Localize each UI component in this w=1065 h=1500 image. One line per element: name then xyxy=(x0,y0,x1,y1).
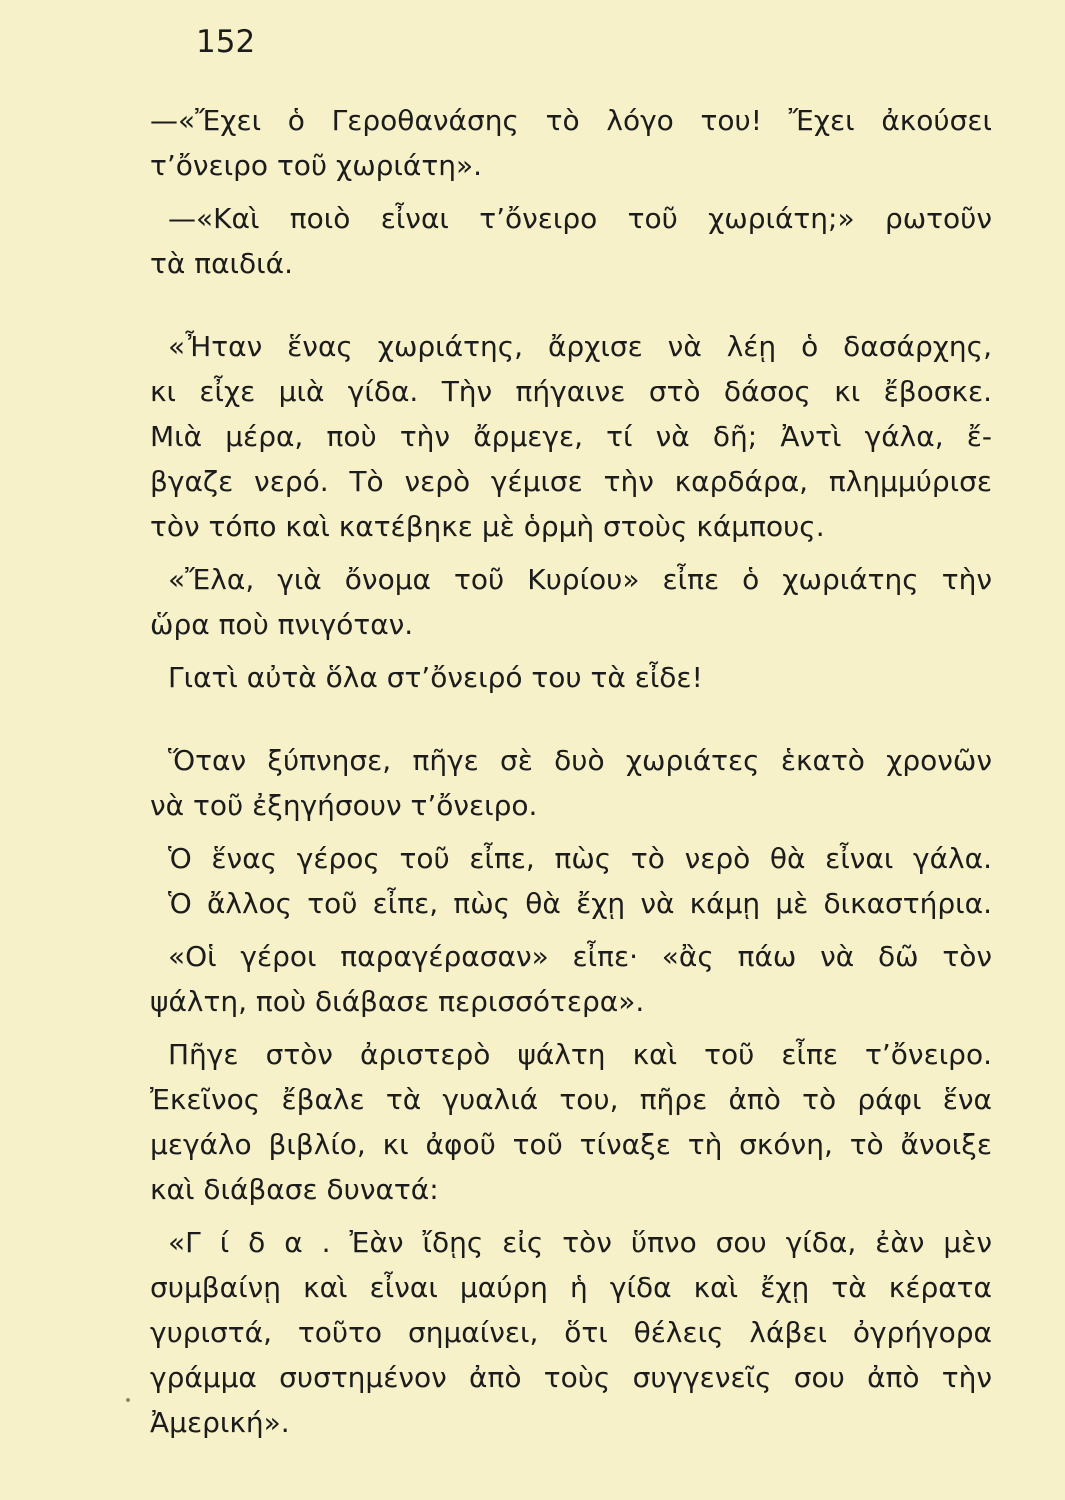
paragraph-gap xyxy=(150,828,992,836)
text-line: τ’ὄνειρο τοῦ χωριάτη». xyxy=(150,149,482,182)
text-line: «Ἔλα, γιὰ ὄνομα τοῦ Κυρίου» εἶπε ὁ χωριάτης τὴν xyxy=(168,563,992,596)
text-line: κι εἶχε μιὰ γίδα. Τὴν πήγαινε στὸ δάσος κι ἔβοσκε. xyxy=(150,375,992,408)
text-line: ὥρα ποὺ πνιγόταν. xyxy=(150,608,414,641)
text-line: τὸν τόπο καὶ κατέβηκε μὲ ὁρμὴ στοὺς κάμπους. xyxy=(150,510,825,543)
section-gap xyxy=(150,286,992,324)
text-line: —«Καὶ ποιὸ εἶναι τ’ὄνειρο τοῦ χωριάτη;» ρωτοῦν xyxy=(168,202,992,235)
paragraph-gap xyxy=(150,926,992,934)
text-line: γράμμα συστημένον ἀπὸ τοὺς συγγενεῖς σου ἀπὸ τὴν xyxy=(150,1361,992,1394)
text-line: καὶ διάβασε δυνατά: xyxy=(150,1173,439,1206)
text-line: Ἐκεῖνος ἔβαλε τὰ γυαλιά του, πῆρε ἀπὸ τὸ ράφι ἕνα xyxy=(150,1083,992,1116)
text-line: —«Ἔχει ὁ Γεροθανάσης τὸ λόγο του! Ἔχει ἀκούσει xyxy=(150,104,992,137)
text-line: Ὁ ἄλλος τοῦ εἶπε, πὼς θὰ ἔχῃ νὰ κάμῃ μὲ δικαστήρια. xyxy=(168,887,992,920)
text-line: βγαζε νερό. Τὸ νερὸ γέμισε τὴν καρδάρα, πλημμύρισε xyxy=(150,465,992,498)
paragraph-gap xyxy=(150,647,992,655)
text-line: «Οἱ γέροι παραγέρασαν» εἶπε· «ἂς πάω νὰ δῶ τὸν xyxy=(168,940,992,973)
paragraph-gap xyxy=(150,549,992,557)
paragraph-gap xyxy=(150,188,992,196)
text-line: ψάλτη, ποὺ διάβασε περισσότερα». xyxy=(150,985,645,1018)
paragraph-gap xyxy=(150,1212,992,1220)
text-line: «Γ ί δ α . Ἐὰν ἴδῃς εἰς τὸν ὕπνο σου γίδα, ἐὰν μὲν xyxy=(168,1226,992,1259)
text-line: Μιὰ μέρα, ποὺ τὴν ἄρμεγε, τί νὰ δῆ; Ἀντὶ γάλα, ἔ- xyxy=(150,420,992,453)
text-line: συμβαίνῃ καὶ εἶναι μαύρη ἡ γίδα καὶ ἔχῃ τὰ κέρατα xyxy=(150,1271,992,1304)
text-line: Ὁ ἕνας γέρος τοῦ εἶπε, πὼς τὸ νερὸ θὰ εἶναι γάλα. xyxy=(168,842,992,875)
text-line: «Ἦταν ἕνας χωριάτης, ἄρχισε νὰ λέῃ ὁ δασάρχης, xyxy=(168,330,992,363)
text-line: τὰ παιδιά. xyxy=(150,247,293,280)
text-line: Πῆγε στὸν ἀριστερὸ ψάλτη καὶ τοῦ εἶπε τ’ὄνειρο. xyxy=(168,1038,992,1071)
margin-speck xyxy=(126,1398,130,1402)
text-line: νὰ τοῦ ἐξηγήσουν τ’ὄνειρο. xyxy=(150,789,538,822)
text-line: μεγάλο βιβλίο, κι ἀφοῦ τοῦ τίναξε τὴ σκόνη, τὸ ἄνοιξε xyxy=(150,1128,992,1161)
section-gap xyxy=(150,700,992,738)
text-line: γυριστά, τοῦτο σημαίνει, ὅτι θέλεις λάβει ὀγρήγορα xyxy=(150,1316,992,1349)
text-line: Ὅταν ξύπνησε, πῆγε σὲ δυὸ χωριάτες ἑκατὸ χρονῶν xyxy=(168,744,992,777)
text-line: Ἀμερική». xyxy=(150,1406,290,1439)
paragraph-gap xyxy=(150,1024,992,1032)
page-number: 152 xyxy=(196,24,256,60)
text-line: Γιατὶ αὐτὰ ὅλα στ’ὄνειρό του τὰ εἶδε! xyxy=(168,661,703,694)
body-text xyxy=(150,98,992,1445)
